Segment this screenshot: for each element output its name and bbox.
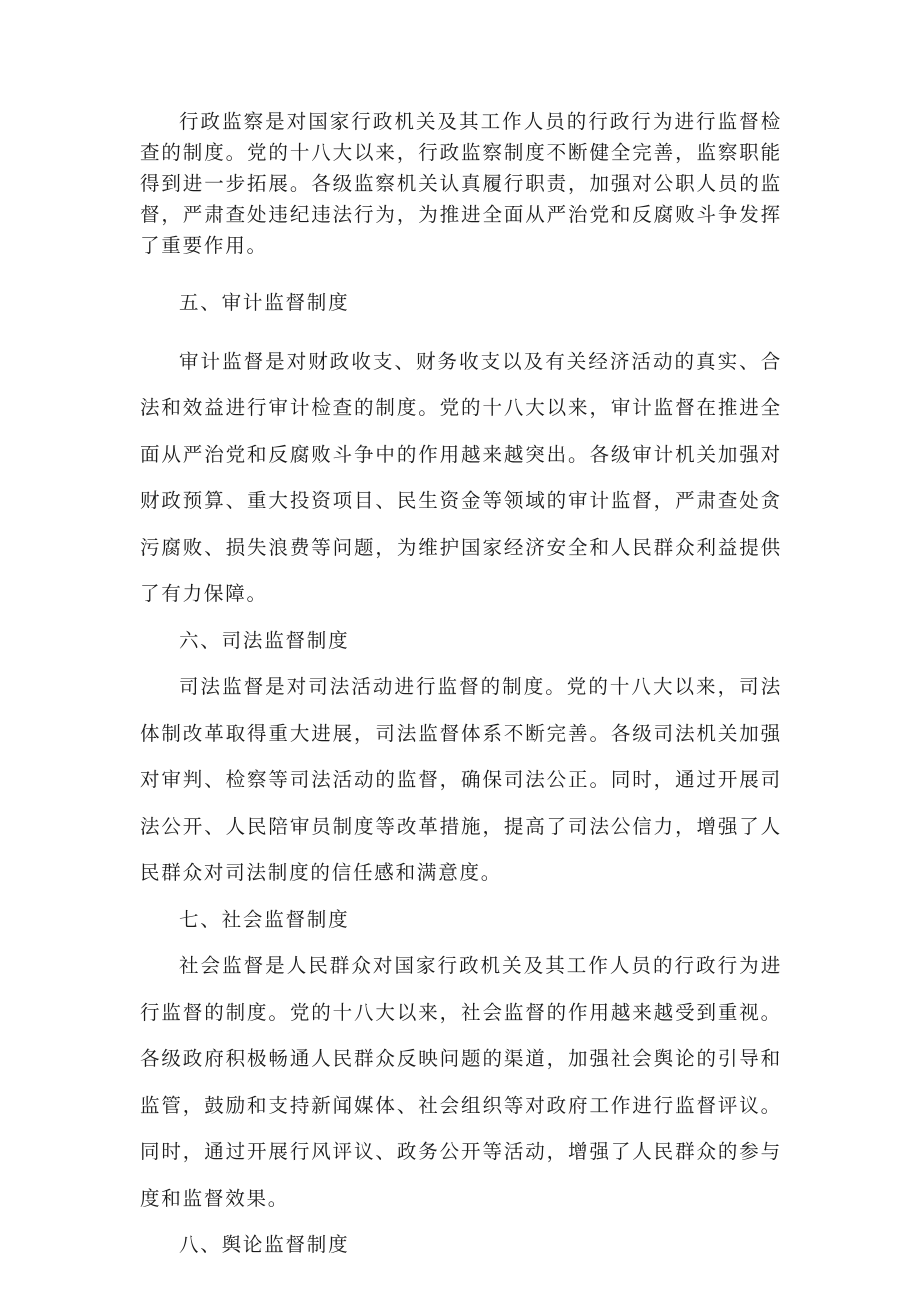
heading-audit-supervision: 五、审计监督制度 — [179, 291, 350, 314]
spacer — [140, 261, 782, 280]
heading-social-supervision: 七、社会监督制度 — [179, 907, 350, 931]
spacer — [140, 327, 782, 339]
document-body — [140, 106, 782, 1269]
heading-public-opinion-supervision: 八、舆论监督制度 — [179, 1233, 350, 1256]
paragraph-judicial-supervision: 司法监督是对司法活动进行监督的制度。党的十八大以来，司法体制改革取得重大进展，司法监督体系不断完善。各级司法机关加强对审判、检察等司法活动的监督，确保司法公正。同时，通过开展司法公开、人民陪审员制度等改革措施，提高了司法公信力，增强了人民群众对司法制度的信任感和满意度。 — [140, 675, 782, 884]
paragraph-administrative-supervision: 行政监察是对国家行政机关及其工作人员的行政行为进行监督检查的制度。党的十八大以来，行政监察制度不断健全完善，监察职能得到进一步拓展。各级监察机关认真履行职责，加强对公职人员的监督，严肃查处违纪违法行为，为推进全面从严治党和反腐败斗争发挥了重要作用。 — [140, 110, 782, 257]
paragraph-audit-supervision: 审计监督是对财政收支、财务收支以及有关经济活动的真实、合法和效益进行审计检查的制度。党的十八大以来，审计监督在推进全面从严治党和反腐败斗争中的作用越来越突出。各级审计机关加强对财政预算、重大投资项目、民生资金等领域的审计监督，严肃查处贪污腐败、损失浪费等问题，为维护国家经济安全和人民群众利益提供了有力保障。 — [140, 349, 782, 605]
paragraph-social-supervision: 社会监督是人民群众对国家行政机关及其工作人员的行政行为进行监督的制度。党的十八大以来，社会监督的作用越来越受到重视。各级政府积极畅通人民群众反映问题的渠道，加强社会舆论的引导和监管，鼓励和支持新闻媒体、社会组织等对政府工作进行监督评议。同时，通过开展行风评议、政务公开等活动，增强了人民群众的参与度和监督效果。 — [140, 954, 782, 1210]
heading-judicial-supervision: 六、司法监督制度 — [179, 628, 350, 652]
